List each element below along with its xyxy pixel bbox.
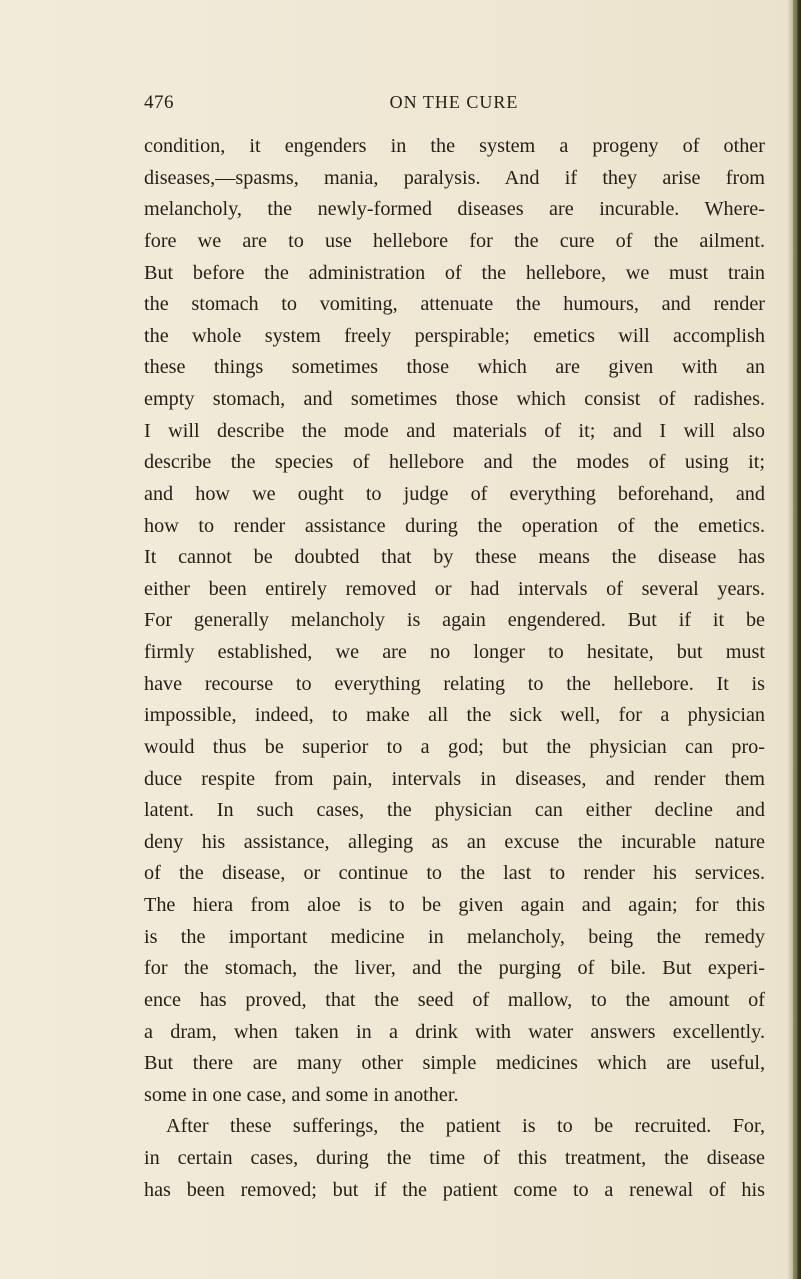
page-header	[144, 92, 764, 120]
text-line: But there are many other simple medicines which are useful,	[144, 1052, 765, 1075]
text-line: empty stomach, and sometimes those which consist of radishes.	[144, 388, 765, 410]
text-line: fore we are to use hellebore for the cure of the ailment.	[144, 229, 765, 252]
text-line: I will describe the mode and materials of it; and I will also	[144, 419, 765, 442]
text-line: diseases,—spasms, mania, paralysis. And if they arise from	[144, 166, 765, 189]
text-line: these things sometimes those which are given with an	[144, 356, 765, 379]
text-line: deny his assistance, alleging as an excuse the incurable nature	[144, 830, 765, 853]
text-line: duce respite from pain, intervals in diseases, and render them	[144, 767, 765, 790]
text-line: ence has proved, that the seed of mallow, to the amount of	[144, 988, 765, 1011]
text-line: have recourse to everything relating to the hellebore. It is	[144, 672, 765, 695]
page-number: 476	[144, 92, 174, 113]
running-head: ON THE CURE	[389, 92, 519, 112]
body-text	[144, 131, 765, 1206]
text-line: firmly established, we are no longer to hesitate, but must	[144, 641, 765, 663]
text-line: condition, it engenders in the system a progeny of other	[144, 135, 765, 157]
text-line: has been removed; but if the patient come to a renewal of his	[144, 1178, 765, 1201]
paragraph-start-line: After these sufferings, the patient is to be recruited. For,	[166, 1115, 765, 1138]
text-line: and how we ought to judge of everything beforehand, and	[144, 482, 765, 505]
text-line: But before the administration of the hellebore, we must train	[144, 261, 765, 284]
text-line: The hiera from aloe is to be given again and again; for this	[144, 894, 765, 916]
text-line: latent. In such cases, the physician can either decline and	[144, 799, 765, 822]
text-line: impossible, indeed, to make all the sick well, for a physician	[144, 704, 765, 727]
text-line: For generally melancholy is again engendered. But if it be	[144, 609, 765, 632]
text-line: is the important medicine in melancholy, being the remedy	[144, 925, 765, 948]
text-line: would thus be superior to a god; but the physician can pro-	[144, 735, 765, 758]
text-line: a dram, when taken in a drink with water answers excellently.	[144, 1020, 765, 1043]
text-line: It cannot be doubted that by these means the disease has	[144, 546, 765, 569]
text-line: melancholy, the newly-formed diseases are incurable. Where-	[144, 198, 765, 221]
text-line: the stomach to vomiting, attenuate the humours, and render	[144, 293, 765, 316]
text-line: in certain cases, during the time of this treatment, the disease	[144, 1147, 765, 1169]
text-line: either been entirely removed or had intervals of several years.	[144, 577, 765, 600]
page-edge-line	[793, 0, 796, 1279]
paragraph-end-line: some in one case, and some in another.	[144, 1083, 459, 1106]
text-line: of the disease, or continue to the last to render his services.	[144, 862, 765, 885]
text-line: describe the species of hellebore and the modes of using it;	[144, 451, 765, 474]
text-line: the whole system freely perspirable; emetics will accomplish	[144, 324, 765, 347]
text-line: how to render assistance during the operation of the emetics.	[144, 514, 765, 537]
text-line: for the stomach, the liver, and the purging of bile. But experi-	[144, 957, 765, 980]
